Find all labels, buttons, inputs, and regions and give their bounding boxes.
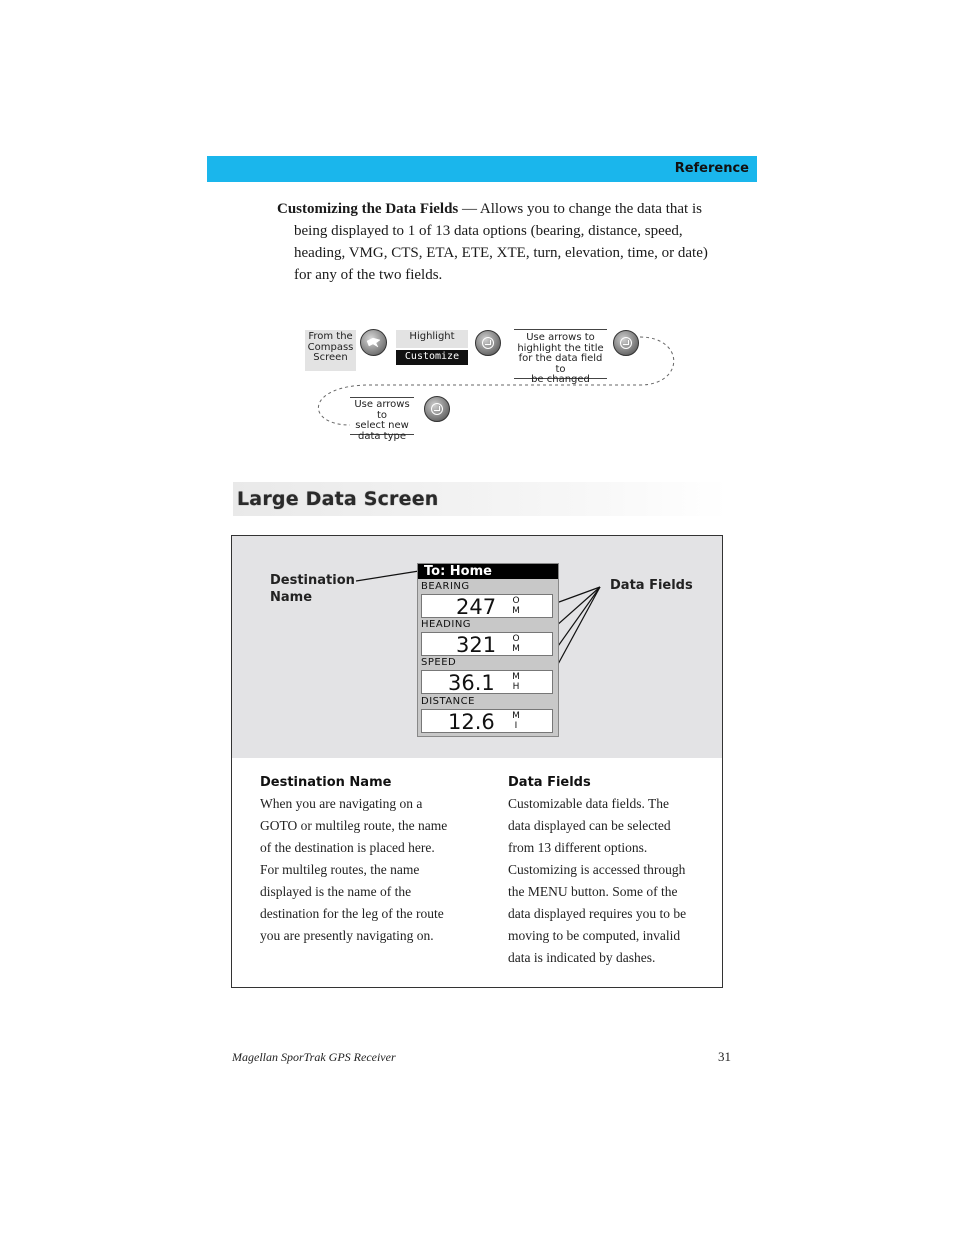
column-heading: Destination Name (260, 775, 392, 790)
callout-destination-name: Destination Name (270, 573, 355, 605)
data-field-unit: O M (512, 596, 520, 616)
data-field-unit: M H (512, 672, 520, 692)
callout-data-fields: Data Fields (610, 578, 693, 593)
section-header-title: Reference (674, 161, 749, 176)
data-field-label: BEARING (421, 581, 470, 592)
gps-large-data-display (417, 563, 559, 737)
destination-name-description (260, 775, 480, 947)
data-field-unit: M I (512, 711, 520, 731)
data-field-value-box (421, 670, 553, 694)
screen-illustration-panel (232, 536, 722, 758)
column-heading: Data Fields (508, 775, 591, 790)
step-select-data-type: Use arrows to select new data type (350, 397, 414, 435)
data-field-label: DISTANCE (421, 696, 475, 707)
data-field-value-box (421, 594, 553, 618)
intro-text: — Allows you to change the data that is being displayed to 1 of 13 data options (bearing, distance, speed, heading, VMG, CTS, ETA, ETE, XTE, turn, elevation, time, or date) for any of the two fields. (294, 201, 708, 283)
step-customize-menu-item: Customize (396, 350, 468, 365)
large-data-screen-frame (231, 535, 723, 988)
data-field-value: 36.1 (448, 671, 495, 695)
intro-term: Customizing the Data Fields (277, 201, 459, 217)
data-field-value: 12.6 (448, 710, 495, 734)
data-field-value-box (421, 632, 553, 656)
customize-flow-diagram (300, 325, 690, 440)
step-from-compass: From the Compass Screen (305, 330, 356, 371)
destination-name-bar: To: Home (418, 564, 558, 579)
data-field-value: 247 (456, 595, 497, 619)
footer-document-title: Magellan SporTrak GPS Receiver (232, 1050, 396, 1064)
enter-button-icon (475, 330, 501, 356)
page-number: 31 (718, 1049, 731, 1064)
nav-button-icon (360, 329, 387, 356)
column-body: Customizable data fields. The data displayed can be selected from 13 different options. Customizing is accessed through the MENU button. Some of the data displayed requires you to be moving to be computed, invalid data is indicated by dashes. (508, 796, 687, 965)
enter-button-icon (424, 396, 450, 422)
data-field-label: SPEED (421, 657, 457, 668)
section-title: Large Data Screen (233, 482, 728, 516)
data-field-label: HEADING (421, 619, 472, 630)
data-field-unit: O M (512, 634, 520, 654)
column-body: When you are navigating on a GOTO or multileg route, the name of the destination is placed here. For multileg routes, the name displayed is the name of the destination for the leg of the route you are presently navigating on. (260, 796, 448, 943)
enter-button-icon (613, 330, 639, 356)
step-highlight: Highlight (396, 330, 468, 348)
intro-paragraph (277, 198, 727, 286)
data-field-value: 321 (456, 633, 497, 657)
step-highlight-title: Use arrows to highlight the title for the data field to be changed (514, 329, 607, 379)
data-fields-description (508, 775, 718, 969)
data-field-value-box (421, 709, 553, 733)
section-header-bar (207, 156, 757, 182)
